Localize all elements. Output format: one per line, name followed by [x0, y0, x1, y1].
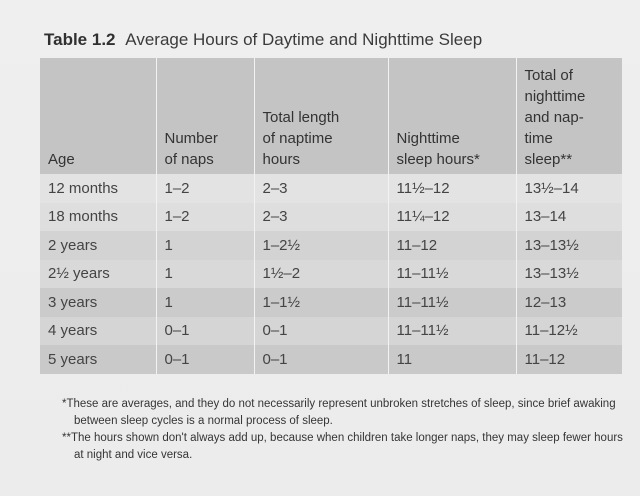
table-row [40, 174, 622, 203]
cell-age: 3 years [40, 288, 156, 317]
header-row [40, 58, 622, 174]
table-row [40, 288, 622, 317]
cell-total-hours: 13–14 [524, 208, 567, 226]
cell-night-hours: 11–11½ [388, 317, 516, 346]
cell-total-hours: 13–13½ [524, 265, 579, 283]
cell-total-hours: 11–12½ [524, 322, 578, 340]
cell-naps: 1–2 [156, 174, 254, 203]
table-row [40, 317, 622, 346]
footnote-averages: *These are averages, and they do not necessarily represent unbroken stretches of sleep, since brief awaking between sleep cycles is a normal process of sleep. [62, 398, 616, 427]
header-total-sleep: Total of nighttime and nap- time sleep** [524, 67, 586, 168]
header-number-of-naps: Number of naps [156, 58, 254, 174]
cell-nap-hours: 2–3 [254, 203, 388, 232]
cell-nap-hours: 1–1½ [254, 288, 388, 317]
table-title: Average Hours of Daytime and Nighttime Sleep [125, 30, 483, 49]
table-row [40, 345, 622, 374]
cell-nap-hours: 0–1 [254, 317, 388, 346]
cell-nap-hours: 0–1 [254, 345, 388, 374]
cell-naps: 0–1 [156, 345, 254, 374]
header-nighttime-sleep: Nighttime sleep hours* [388, 58, 516, 174]
cell-naps: 1 [156, 231, 254, 260]
cell-total-hours: 13½–14 [524, 179, 579, 197]
cell-age: 5 years [40, 345, 156, 374]
cell-naps: 1 [156, 288, 254, 317]
table-row [40, 260, 622, 289]
cell-night-hours: 11–11½ [388, 260, 516, 289]
cell-night-hours: 11–11½ [388, 288, 516, 317]
cell-total-hours: 11–12 [524, 350, 566, 368]
cell-age: 12 months [40, 174, 156, 203]
cell-total-hours: 13–13½ [524, 236, 579, 254]
footnote-hours: **The hours shown don't always add up, because when children take longer naps, they may sleep fewer hours at night and vice versa. [62, 432, 623, 461]
table-row [40, 231, 622, 260]
cell-naps: 1 [156, 260, 254, 289]
sleep-hours-table [40, 58, 622, 374]
header-age: Age [40, 58, 156, 174]
table-footnotes [60, 396, 626, 464]
cell-nap-hours: 2–3 [254, 174, 388, 203]
cell-age: 2½ years [40, 260, 156, 289]
cell-night-hours: 11 [388, 345, 516, 374]
cell-night-hours: 11½–12 [388, 174, 516, 203]
cell-naps: 1–2 [156, 203, 254, 232]
cell-age: 2 years [40, 231, 156, 260]
cell-naps: 0–1 [156, 317, 254, 346]
cell-nap-hours: 1–2½ [254, 231, 388, 260]
cell-night-hours: 11¼–12 [388, 203, 516, 232]
cell-age: 18 months [40, 203, 156, 232]
cell-total-hours: 12–13 [524, 293, 567, 311]
cell-nap-hours: 1½–2 [254, 260, 388, 289]
cell-night-hours: 11–12 [388, 231, 516, 260]
table-row [40, 203, 622, 232]
table-number: Table 1.2 [44, 30, 116, 49]
header-naptime-hours: Total length of naptime hours [254, 58, 388, 174]
table-caption [44, 30, 482, 50]
cell-age: 4 years [40, 317, 156, 346]
